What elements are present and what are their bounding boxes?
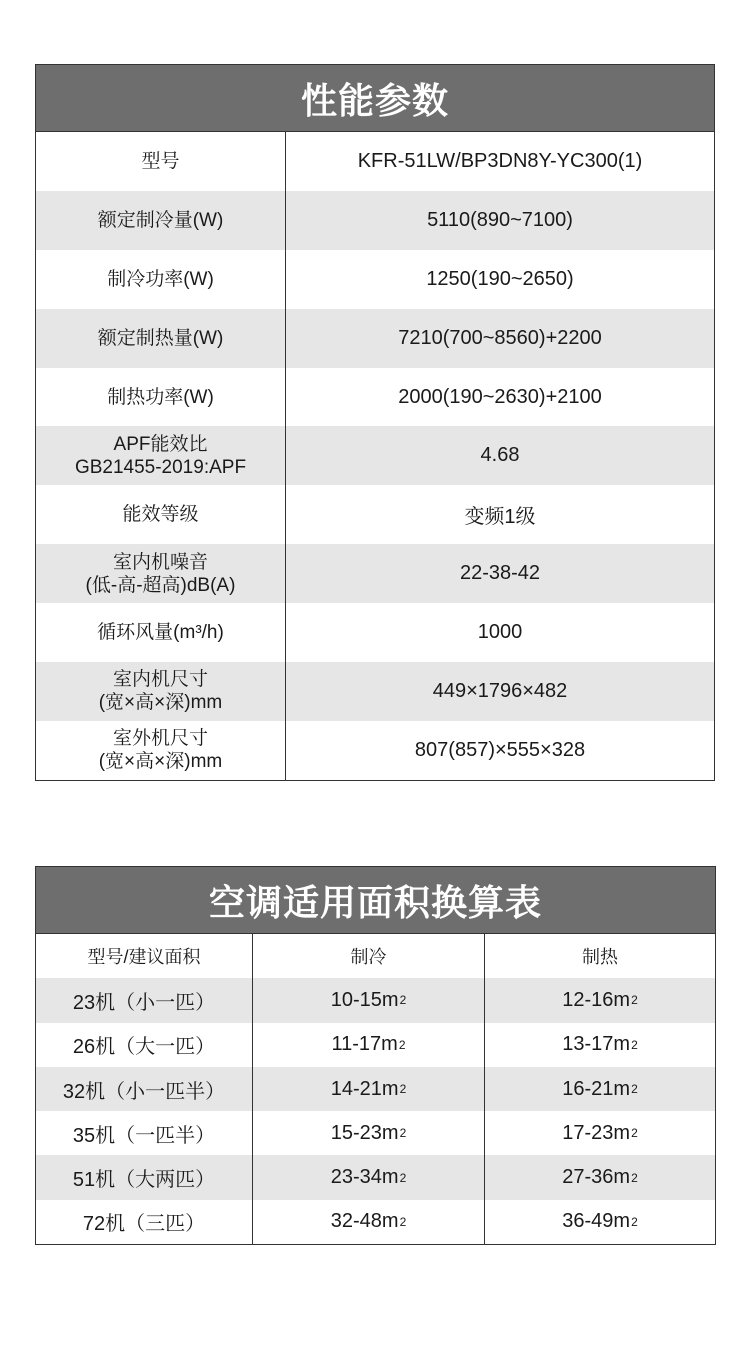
unit-superscript: 2 [631,1214,638,1229]
spec-row [36,662,714,721]
area-heating [485,1023,715,1067]
spec-label-line: APF能效比 [113,433,208,455]
area-heating [485,1200,715,1244]
spec-value: 22-38-42 [459,562,541,585]
unit-superscript: 2 [398,1037,406,1052]
spec-label [36,662,286,721]
area-table-header-row [36,934,715,978]
spec-value: 449×1796×482 [432,679,568,702]
unit-m: m [613,1121,631,1144]
unit-m: m [381,1033,398,1056]
spec-value: 807(857)×555×328 [414,738,586,761]
spec-label [36,191,286,250]
area-cooling-value: 23-34 [330,1166,382,1189]
area-cooling [253,1111,485,1155]
spec-value: KFR-51LW/BP3DN8Y-YC300(1) [357,149,643,172]
spec-row [36,132,714,191]
area-cooling-value: 32-48 [330,1210,382,1233]
spec-value: 4.68 [480,444,520,467]
spec-label-line: 室内机尺寸 [112,669,208,691]
header-cooling: 制冷 [253,934,485,978]
area-model: 26机（大一匹） [36,1023,253,1067]
unit-m: m [613,1077,631,1100]
spec-label [36,132,286,191]
spec-row [36,191,714,250]
area-cooling-value: 11-17 [331,1033,382,1056]
area-heating [485,978,715,1022]
area-heating [485,1155,715,1199]
spec-value: 7210(700~8560)+2200 [398,326,602,349]
area-cooling [253,978,485,1022]
spec-row [36,603,714,662]
spec-label-line: 制冷功率(W) [107,268,214,290]
spec-value: 1250(190~2650) [426,267,574,290]
spec-value: 1000 [477,621,523,644]
area-cooling [253,1155,485,1199]
spec-label [36,603,286,662]
spec-value: 变频1级 [464,506,536,529]
spec-table-body [36,132,714,780]
area-heating-value: 13-17 [562,1033,614,1056]
unit-m: m [613,1210,631,1233]
area-cooling [253,1067,485,1111]
area-heating-value: 16-21 [562,1077,614,1100]
unit-superscript: 2 [631,1170,638,1185]
spec-table-title: 性能参数 [36,65,714,132]
spec-label-line: 循环风量(m³/h) [97,622,224,644]
spec-row [36,544,714,603]
spec-label-line: 制热功率(W) [107,386,214,408]
spec-label [36,485,286,544]
unit-superscript: 2 [399,1170,407,1185]
area-cooling [253,1023,485,1067]
area-conversion-table [35,866,716,1245]
unit-superscript: 2 [399,1082,407,1097]
area-cooling-value: 14-21 [330,1077,382,1100]
area-table-body [36,978,715,1244]
area-row [36,1023,715,1067]
area-row [36,978,715,1022]
unit-superscript: 2 [631,993,638,1008]
spec-row [36,485,714,544]
spec-label-line: 室外机尺寸 [112,728,208,750]
unit-m: m [613,988,631,1011]
area-row [36,1155,715,1199]
area-cooling-value: 15-23 [330,1121,382,1144]
spec-label [36,721,286,780]
unit-m: m [613,1166,631,1189]
area-row [36,1067,715,1111]
area-heating [485,1111,715,1155]
spec-label-line: 室内机噪音 [112,551,208,573]
spec-value: 2000(190~2630)+2100 [398,385,602,408]
unit-m: m [381,1166,399,1189]
area-model: 72机（三匹） [36,1200,253,1244]
area-row [36,1111,715,1155]
area-heating-value: 27-36 [562,1166,614,1189]
area-row [36,1200,715,1244]
unit-superscript: 2 [631,1082,638,1097]
area-cooling [253,1200,485,1244]
area-model: 23机（小一匹） [36,978,253,1022]
area-heating-value: 12-16 [562,988,614,1011]
unit-m: m [613,1033,631,1056]
header-heating: 制热 [582,947,618,968]
unit-m: m [381,1210,399,1233]
spec-label-line: (低-高-超高)dB(A) [85,574,236,596]
area-model: 32机（小一匹半） [36,1067,253,1111]
unit-m: m [381,1077,399,1100]
spec-label-line: 额定制冷量(W) [97,209,224,231]
unit-superscript: 2 [399,1214,407,1229]
spec-row [36,368,714,427]
area-table-title: 空调适用面积换算表 [36,867,715,934]
spec-row [36,721,714,780]
area-model: 35机（一匹半） [36,1111,253,1155]
spec-label [36,426,286,485]
spec-row [36,309,714,368]
spec-label-line: (宽×高×深)mm [98,751,223,773]
area-cooling-value: 10-15 [330,988,382,1011]
unit-superscript: 2 [399,993,407,1008]
spec-value: 5110(890~7100) [427,208,573,231]
area-heating-value: 17-23 [562,1121,614,1144]
spec-label-line: GB21455-2019:APF [74,456,247,478]
spec-label-line: 额定制热量(W) [97,327,224,349]
spec-label [36,309,286,368]
unit-superscript: 2 [399,1126,407,1141]
header-model-area: 型号/建议面积 [36,934,253,978]
unit-m: m [381,1121,399,1144]
unit-superscript: 2 [631,1126,638,1141]
area-heating [485,1067,715,1111]
spec-label [36,250,286,309]
unit-m: m [381,988,399,1011]
spec-label-line: 型号 [141,150,180,172]
spec-row [36,426,714,485]
performance-spec-table [35,64,715,781]
spec-row [36,250,714,309]
spec-label-line: (宽×高×深)mm [98,692,223,714]
area-heating-value: 36-49 [562,1210,614,1233]
area-model: 51机（大两匹） [36,1155,253,1199]
spec-label [36,368,286,427]
spec-label-line: 能效等级 [122,504,199,526]
unit-superscript: 2 [631,1037,638,1052]
spec-label [36,544,286,603]
